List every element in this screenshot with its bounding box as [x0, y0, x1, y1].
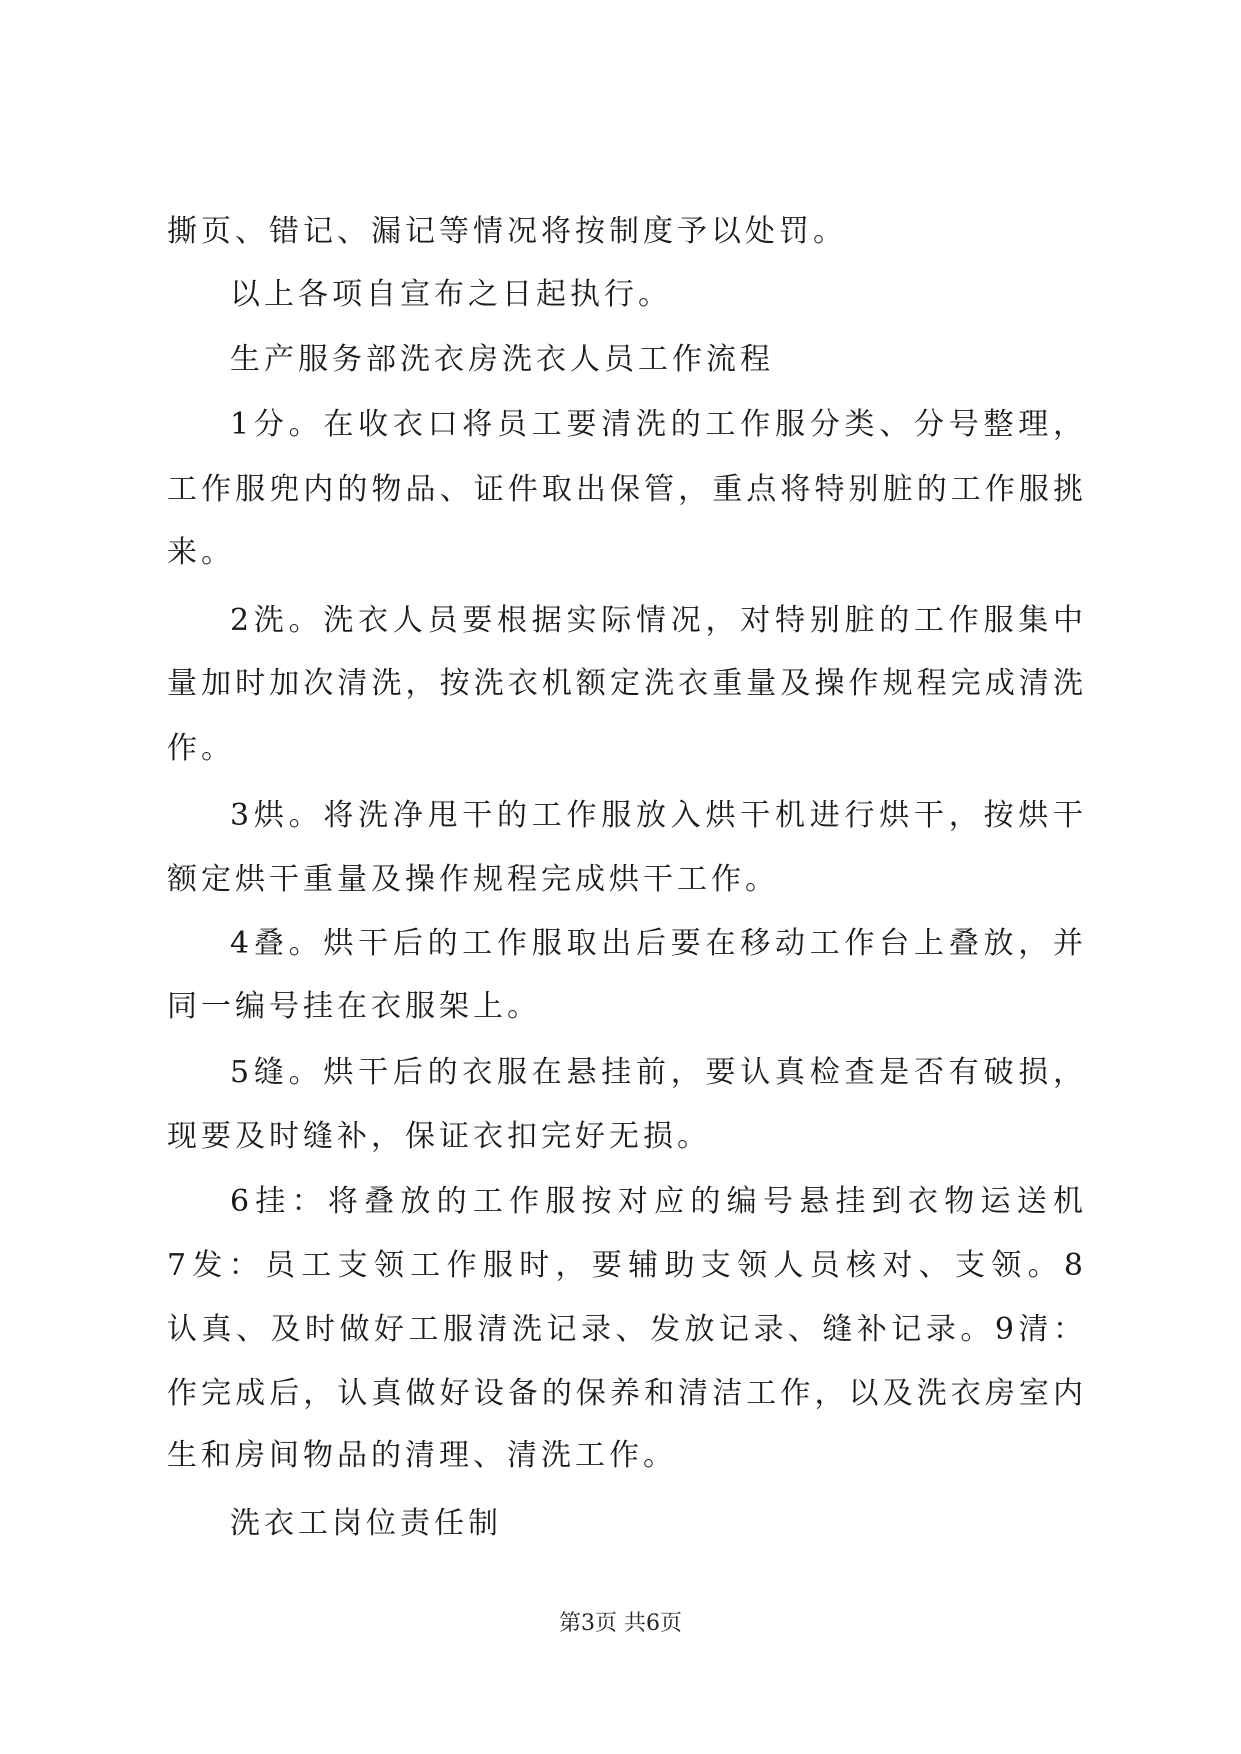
text-line-5: 工作服兜内的物品、证件取出保管，重点将特别脏的工作服挑 [167, 472, 1087, 507]
text-line-18: 认真、及时做好工服清洗记录、发放记录、缝补记录。9清： [167, 1312, 1087, 1347]
text-line-12: 4叠。烘干后的工作服取出后要在移动工作台上叠放，并 [230, 926, 1087, 961]
text-line-2: 以上各项自宣布之日起执行。 [230, 277, 672, 312]
text-line-8: 量加时加次清洗，按洗衣机额定洗衣重量及操作规程完成清洗 [167, 666, 1087, 701]
text-line-10: 3烘。将洗净甩干的工作服放入烘干机进行烘干，按烘干 [230, 798, 1087, 833]
text-line-1: 撕页、错记、漏记等情况将按制度予以处罚。 [167, 214, 847, 249]
text-line-13: 同一编号挂在衣服架上。 [167, 989, 541, 1024]
text-line-20: 生和房间物品的清理、清洗工作。 [167, 1438, 677, 1473]
text-line-4: 1分。在收衣口将员工要清洗的工作服分类、分号整理， [230, 407, 1087, 442]
text-line-16: 6挂：将叠放的工作服按对应的编号悬挂到衣物运送机 [230, 1184, 1087, 1219]
section-heading-workflow: 生产服务部洗衣房洗衣人员工作流程 [230, 342, 774, 377]
text-line-9: 作。 [167, 731, 235, 766]
text-line-11: 额定烘干重量及操作规程完成烘干工作。 [167, 862, 779, 897]
text-line-17: 7发：员工支领工作服时，要辅助支领人员核对、支领。8 [167, 1248, 1087, 1283]
text-line-19: 作完成后，认真做好设备的保养和清洁工作，以及洗衣房室内 [167, 1376, 1087, 1411]
section-heading-responsibility: 洗衣工岗位责任制 [230, 1506, 502, 1541]
text-line-15: 现要及时缝补，保证衣扣完好无损。 [167, 1119, 711, 1154]
text-line-6: 来。 [167, 535, 235, 570]
page-number-footer: 第3页 共6页 [559, 1611, 682, 1636]
text-line-14: 5缝。烘干后的衣服在悬挂前，要认真检查是否有破损， [230, 1055, 1087, 1090]
text-line-7: 2洗。洗衣人员要根据实际情况，对特别脏的工作服集中 [230, 603, 1087, 638]
